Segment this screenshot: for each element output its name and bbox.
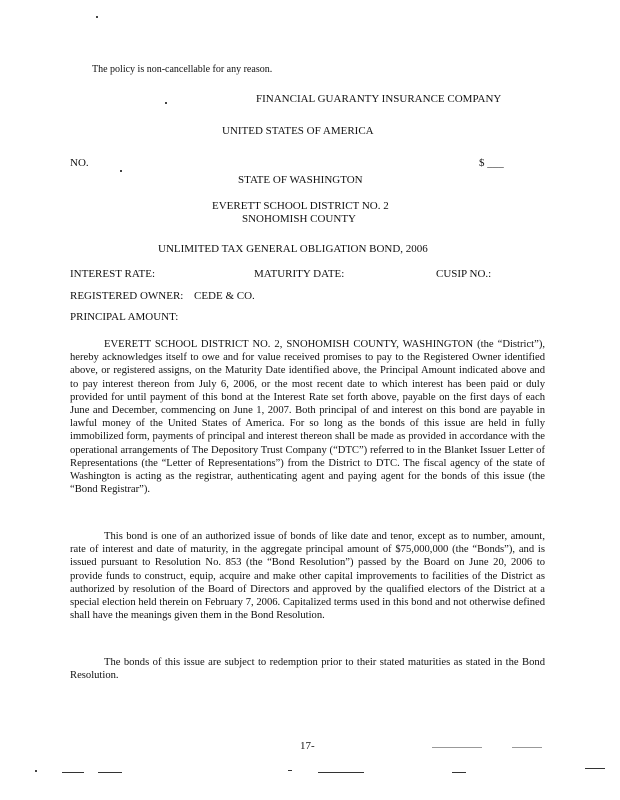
scan-speck	[165, 102, 167, 104]
country-heading: UNITED STATES OF AMERICA	[222, 125, 374, 137]
district-heading: EVERETT SCHOOL DISTRICT NO. 2	[212, 200, 389, 212]
insurer-name: FINANCIAL GUARANTY INSURANCE COMPANY	[256, 93, 502, 105]
paragraph-2-text: This bond is one of an authorized issue of bonds of like date and tenor, except as to number, amount, rate of interest and date of maturity, in the aggregate principal amount of $75,000,000 (the “Bonds”), and is issued pursuant to Resolution No. 853 (the “Bond Resolution”) passed by the Board on June 20, 2006 to provide funds to construct, equip, acquire and make other capital improvements to facilities of the District as authorized by resolution of the Board of Directors and approved by the qualified electors of the District at a special election held therein on February 7, 2006. Capitalized terms used in this bond and not otherwise defined shall have the meanings given them in the Bond Resolution.	[70, 531, 545, 622]
cusip-label: CUSIP NO.:	[436, 268, 492, 280]
principal-amount-label: PRINCIPAL AMOUNT:	[70, 311, 179, 323]
scan-mark	[288, 770, 292, 771]
bond-number-label: NO.	[70, 157, 89, 169]
body-paragraph-3	[70, 656, 545, 682]
scan-mark	[98, 772, 122, 773]
body-paragraph-1	[70, 338, 545, 496]
scan-mark	[452, 772, 466, 773]
policy-note: The policy is non-cancellable for any reason.	[92, 64, 273, 75]
scan-mark	[62, 772, 84, 773]
scan-mark	[318, 772, 364, 773]
maturity-date-label: MATURITY DATE:	[254, 268, 345, 280]
registered-owner-value: CEDE & CO.	[194, 290, 255, 302]
state-heading: STATE OF WASHINGTON	[238, 174, 363, 186]
scan-speck	[120, 170, 122, 172]
paragraph-3-text: The bonds of this issue are subject to redemption prior to their stated maturities as stated in the Bond Resolution.	[70, 657, 545, 682]
body-paragraph-2	[70, 530, 545, 622]
interest-rate-label: INTEREST RATE:	[70, 268, 156, 280]
registered-owner-label: REGISTERED OWNER:	[70, 290, 184, 302]
scan-speck	[96, 16, 98, 18]
scan-mark	[585, 768, 605, 769]
page-number: 17-	[300, 740, 315, 752]
footer-code-mark	[432, 747, 482, 748]
paragraph-1-text: EVERETT SCHOOL DISTRICT NO. 2, SNOHOMISH COUNTY, WASHINGTON (the “District”), hereby acknowledges itself to owe and for value received promises to pay to the Registered Owner identified above, or registered assigns, on the Maturity Date identified above, the Principal Amount indicated above and to pay interest thereon from July 6, 2006, or the most recent date to which interest has been paid or duly provided for until payment of this bond at the Interest Rate set forth above, payable on the first days of each June and December, commencing on June 1, 2007. Both principal of and interest on this bond are payable in lawful money of the United States of America. For so long as the bonds of this issue are held in fully immobilized form, payments of principal and interest thereon shall be made as provided in accordance with the operational arrangements of The Depository Trust Company (“DTC”) referred to in the Blanket Issuer Letter of Representations (the “Letter of Representations”) from the District to DTC. The fiscal agency of the state of Washington is acting as the registrar, authenticating agent and paying agent for the bonds of this issue (the “Bond Registrar”).	[70, 339, 545, 496]
bond-title: UNLIMITED TAX GENERAL OBLIGATION BOND, 2006	[158, 243, 428, 255]
bond-amount-label: $ ___	[479, 157, 504, 169]
scan-speck	[35, 770, 37, 772]
county-heading: SNOHOMISH COUNTY	[242, 213, 356, 225]
footer-code-mark	[512, 747, 542, 748]
